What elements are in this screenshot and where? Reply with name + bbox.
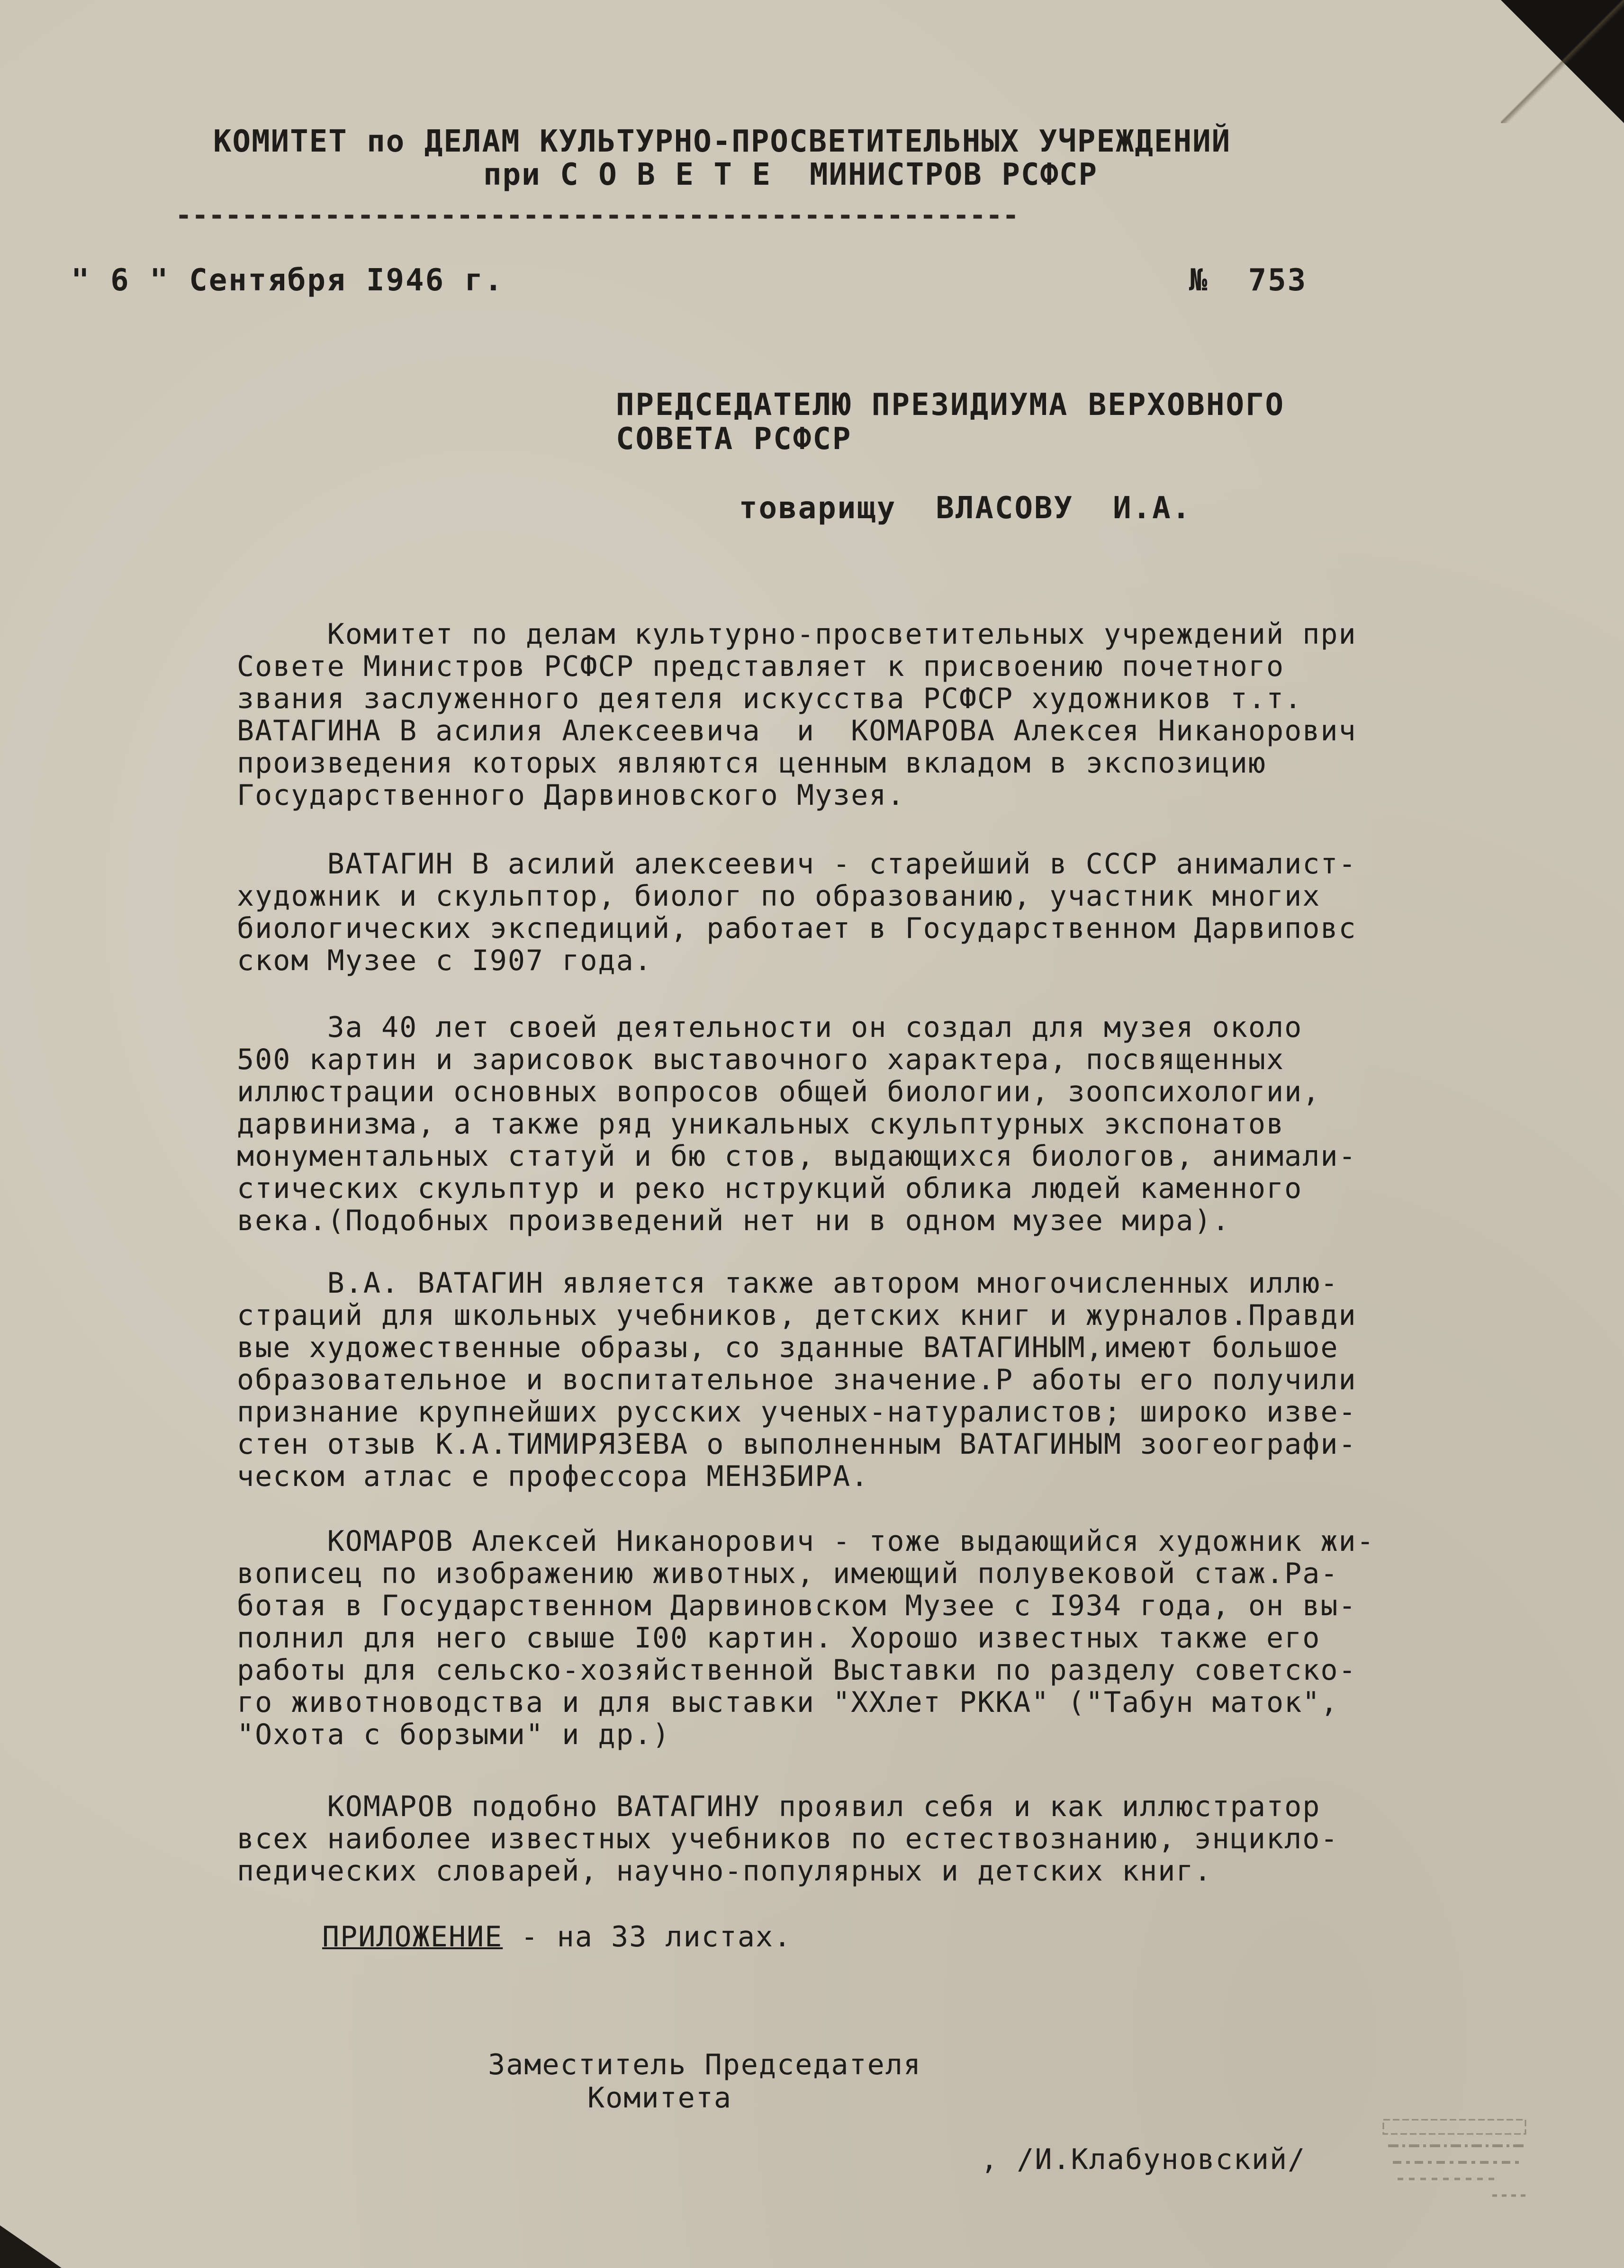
text-line: В.А. ВАТАГИН является также автором многочисленных иллю-	[237, 1267, 1339, 1300]
torn-corner	[0, 2225, 62, 2268]
text-line: "Охота с борзыми" и др.)	[237, 1718, 670, 1751]
addressee-line-3: товарищу ВЛАСОВУ И.А.	[739, 491, 1192, 526]
text-line: ском Музее с I907 года.	[237, 944, 652, 977]
text-line: ботая в Государственном Дарвиновском Музее с I934 года, он вы-	[237, 1589, 1357, 1622]
text-line: дарвинизма, а также ряд уникальных скульптурных экспонатов	[237, 1107, 1285, 1141]
paragraph-komarov-bio	[237, 1525, 1375, 1751]
text-line: всех наиболее известных учебников по естествознанию, энцикло-	[237, 1822, 1339, 1855]
text-line: ческом атлас е профессора МЕНЗБИРА.	[237, 1460, 869, 1493]
text-line: века.(Подобных произведений нет ни в одном музее мира).	[237, 1204, 1230, 1237]
text-line: Государственного Дарвиновского Музея.	[237, 779, 905, 812]
text-line: образовательное и воспитательное значение.Р аботы его получили	[237, 1363, 1357, 1396]
document-number: № 753	[1189, 263, 1308, 298]
text-line: педических словарей, научно-популярных и детских книг.	[237, 1854, 1212, 1888]
text-line: признание крупнейших русских ученых-натуралистов; широко изве-	[237, 1395, 1357, 1429]
text-line: ВАТАГИНА В асилия Алексеевича и КОМАРОВА Алексея Никанорович	[237, 714, 1357, 747]
text-line: го животноводства и для выставки "ХХлет РККА" ("Табун маток",	[237, 1686, 1339, 1719]
paragraph-intro	[237, 618, 1357, 811]
text-line: За 40 лет своей деятельности он создал для музея около	[237, 1011, 1303, 1044]
text-line: КОМАРОВ подобно ВАТАГИНУ проявил себя и как иллюстратор	[237, 1790, 1321, 1823]
paragraph-komarov-illustrations	[237, 1791, 1339, 1887]
paragraph-vatagin-bio	[237, 848, 1357, 977]
text-line: работы для сельско-хозяйственной Выставки по разделу советско-	[237, 1654, 1357, 1687]
text-line: биологических экспедиций, работает в Государственном Дарвиповс	[237, 912, 1357, 945]
addressee-line-1: ПРЕДСЕДАТЕЛЮ ПРЕЗИДИУМА ВЕРХОВНОГО	[616, 387, 1285, 423]
text-line: КОМАРОВ Алексей Никанорович - тоже выдающийся художник жи-	[237, 1525, 1375, 1558]
text-line: произведения которых являются ценным вкладом в экспозицию	[237, 747, 1267, 780]
text-line: художник и скульптор, биолог по образованию, участник многих	[237, 880, 1321, 913]
letterhead-line-1: КОМИТЕТ по ДЕЛАМ КУЛЬТУРНО-ПРОСВЕТИТЕЛЬНЫХ УЧРЕЖДЕНИЙ	[213, 124, 1231, 159]
text-line: стен отзыв К.А.ТИМИРЯЗЕВА о выполненным ВАТАГИНЫМ зоогеографи-	[237, 1428, 1357, 1461]
text-line: монументальных статуй и бю стов, выдающихся биологов, анимали-	[237, 1140, 1357, 1173]
text-line: Совете Министров РСФСР представляет к присвоению почетного	[237, 650, 1285, 683]
text-line: звания заслуженного деятеля искусства РСФСР художников т.т.	[237, 682, 1303, 715]
text-line: иллюстрации основных вопросов общей биологии, зоопсихологии,	[237, 1075, 1321, 1108]
text-line: страций для школьных учебников, детских книг и журналов.Правди	[237, 1299, 1357, 1332]
letterhead-divider: ---------------------------------------------------	[175, 199, 1019, 231]
signatory-title-line-2: Комитета	[587, 2081, 732, 2115]
fold-crease	[1501, 0, 1624, 123]
appendix-text: - на 33 листах.	[503, 1920, 792, 1953]
faint-stamp-mark	[1379, 2110, 1535, 2205]
letterhead-line-2: при С О В Е Т Е МИНИСТРОВ РСФСР	[483, 157, 1098, 192]
text-line: 500 картин и зарисовок выставочного характера, посвященных	[237, 1043, 1285, 1076]
text-line: ВАТАГИН В асилий алексеевич - старейший в СССР анималист-	[237, 847, 1357, 881]
signatory-title-line-1: Заместитель Председателя	[488, 2048, 921, 2081]
paragraph-vatagin-works	[237, 1011, 1357, 1237]
addressee-line-2: СОВЕТА РСФСР	[616, 422, 852, 457]
appendix-label: ПРИЛОЖЕНИЕ	[322, 1920, 503, 1953]
appendix-line	[322, 1921, 792, 1953]
document-date: " 6 " Сентября I946 г.	[71, 263, 504, 298]
text-line: полнил для него свыше I00 картин. Хорошо известных также его	[237, 1621, 1321, 1655]
text-line: Комитет по делам культурно-просветительных учреждений при	[237, 618, 1357, 651]
text-line: стических скульптур и реко нструкций облика людей каменного	[237, 1172, 1303, 1205]
text-line: вописец по изображению животных, имеющий полувековой стаж.Ра-	[237, 1557, 1339, 1590]
paragraph-vatagin-illustrations	[237, 1267, 1357, 1493]
signatory-name: , /И.Клабуновский/	[981, 2143, 1306, 2176]
text-line: вые художественные образы, со зданные ВАТАГИНЫМ,имеют большое	[237, 1331, 1339, 1364]
